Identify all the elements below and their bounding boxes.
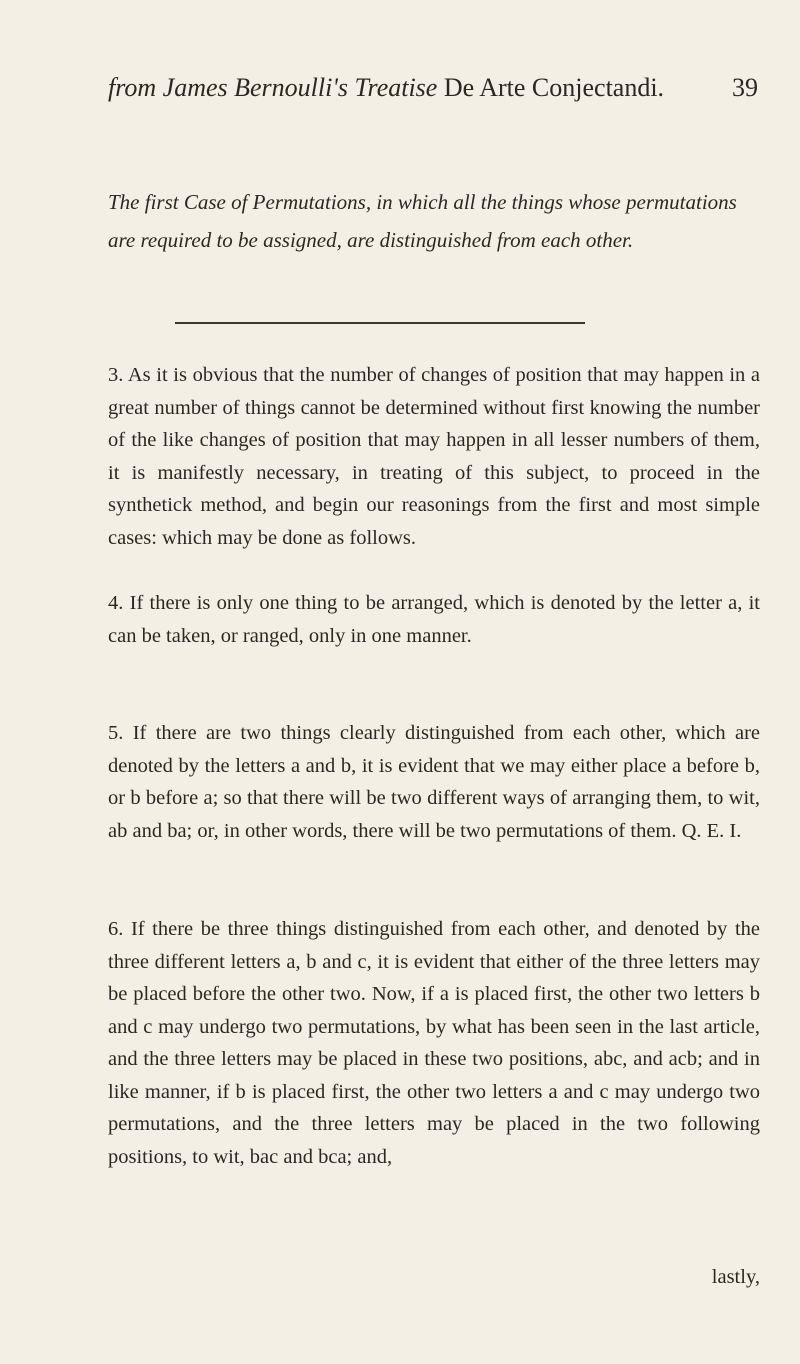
page-number: 39 (732, 73, 758, 102)
running-head-source: from James Bernoulli's Treatise (108, 73, 438, 102)
section-heading: The first Case of Permutations, in which all the things whose permutations are required to be assigned, are distinguished from each other. (108, 190, 737, 252)
running-head-title: De Arte Conjectandi. (443, 73, 665, 102)
paragraph-text: If there be three things distinguished from each other, and denoted by the three different letters a, b and c, it is evident that either of the three letters may be placed before the other two. Now, if a is placed first, the other two letters b and c may undergo two permutations, by what has been seen in the last article, and the three letters may be placed in these two positions, abc, and acb; and in like manner, if b is placed first, the other two letters a and c may undergo two permutations, and the three letters may be placed in the two following positions, to wit, bac and bca; and, (108, 918, 761, 1168)
paragraph-number: 4. (108, 592, 124, 614)
running-head (108, 72, 758, 104)
paragraph-number: 3. (108, 364, 124, 386)
paragraph-number: 5. (108, 722, 124, 744)
paragraph-number: 6. (108, 918, 124, 940)
paragraph-4 (108, 587, 760, 652)
paragraph-text: If there is only one thing to be arranged, which is denoted by the letter a, it can be taken, or ranged, only in one manner. (108, 592, 761, 647)
paragraph-text: As it is obvious that the number of changes of position that may happen in a great number of things cannot be determined without first knowing the number of the like changes of position that may happen in all lesser numbers of them, it is manifestly necessary, in treating of this subject, to proceed in the synthetick method, and begin our reasonings from the first and most simple cases: which may be done as follows. (108, 364, 760, 549)
paragraph-3 (108, 359, 760, 554)
paragraph-5 (108, 717, 760, 847)
catchword: lastly, (711, 1266, 760, 1288)
section-divider (175, 322, 585, 324)
paragraph-text: If there are two things clearly distinguished from each other, which are denoted by the letters a and b, it is evident that we may either place a before b, or b before a; so that there will be two different ways of arranging them, to wit, ab and ba; or, in other words, there will be two permutations of them. Q. E. I. (108, 722, 761, 842)
paragraph-6 (108, 913, 760, 1173)
